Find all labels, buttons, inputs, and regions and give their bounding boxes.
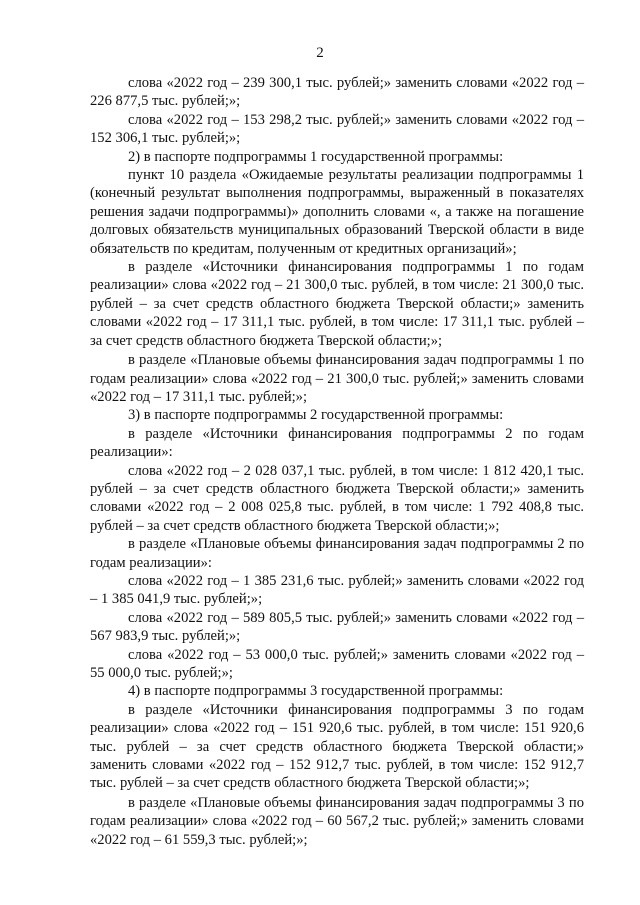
document-body xyxy=(90,74,584,849)
paragraph: пункт 10 раздела «Ожидаемые результаты реализации подпрограммы 1 (конечный результат выполнения подпрограммы, выраженный в показателях решения задачи подпрограммы)» дополнить словами «, а также на погашение долговых обязательств муниципальных образований Тверской области в виде обязательств по кредитам, полученным от кредитных организаций»; xyxy=(90,167,584,257)
paragraph: 3) в паспорте подпрограммы 2 государственной программы: xyxy=(128,407,504,424)
paragraph: в разделе «Источники финансирования подпрограммы 2 по годам реализации»: xyxy=(90,425,584,461)
paragraph: слова «2022 год – 53 000,0 тыс. рублей;» заменить словами «2022 год – 55 000,0 тыс. рублей;»; xyxy=(90,646,584,681)
paragraph: 2) в паспорте подпрограммы 1 государственной программы: xyxy=(128,148,504,165)
paragraph: в разделе «Плановые объемы финансирования задач подпрограммы 2 по годам реализации»: xyxy=(90,536,584,571)
paragraph: 4) в паспорте подпрограммы 3 государственной программы: xyxy=(128,683,504,700)
paragraph: в разделе «Плановые объемы финансирования задач подпрограммы 1 по годам реализации» слова «2022 год – 21 300,0 тыс. рублей;» заменить словами «2022 год – 17 311,1 тыс. рублей;»; xyxy=(90,352,584,405)
paragraph: слова «2022 год – 1 385 231,6 тыс. рублей;» заменить словами «2022 год – 1 385 041,9 тыс. рублей;»; xyxy=(90,572,584,608)
paragraph: слова «2022 год – 2 028 037,1 тыс. рублей, в том числе: 1 812 420,1 тыс. рублей – за счет средств областного бюджета Тверской области;» заменить словами «2022 год – 2 008 025,8 тыс. рублей, в том числе: 1 792 408,8 тыс. рублей – за счет средств областного бюджета Тверской области;»; xyxy=(90,462,584,534)
paragraph: в разделе «Источники финансирования подпрограммы 1 по годам реализации» слова «2022 год – 21 300,0 тыс. рублей, в том числе: 21 300,0 тыс. рублей – за счет средств областного бюджета Тверской области;» заменить словами «2022 год – 17 311,1 тыс. рублей, в том числе: 17 311,1 тыс. рублей – за счет средств областного бюджета Тверской области;»; xyxy=(90,259,584,349)
paragraph: слова «2022 год – 589 805,5 тыс. рублей;» заменить словами «2022 год – 567 983,9 тыс. рублей;»; xyxy=(90,609,584,645)
paragraph: слова «2022 год – 153 298,2 тыс. рублей;» заменить словами «2022 год – 152 306,1 тыс. рублей;»; xyxy=(90,111,584,147)
paragraph: в разделе «Источники финансирования подпрограммы 3 по годам реализации» слова «2022 год – 151 920,6 тыс. рублей, в том числе: 151 920,6 тыс. рублей – за счет средств областного бюджета Тверской области;» заменить словами «2022 год – 152 912,7 тыс. рублей, в том числе: 152 912,7 тыс. рублей – за счет средств областного бюджета Тверской области;»; xyxy=(90,701,584,792)
page-number: 2 xyxy=(316,45,324,61)
paragraph: в разделе «Плановые объемы финансирования задач подпрограммы 3 по годам реализации» слова «2022 год – 60 567,2 тыс. рублей;» заменить словами «2022 год – 61 559,3 тыс. рублей;»; xyxy=(90,794,584,848)
paragraph: слова «2022 год – 239 300,1 тыс. рублей;» заменить словами «2022 год – 226 877,5 тыс. рублей;»; xyxy=(90,75,584,110)
